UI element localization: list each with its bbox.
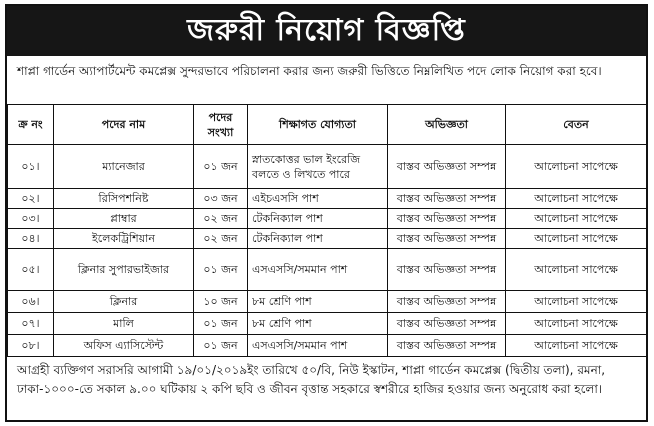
cell-post-count: ১০ জন bbox=[194, 291, 248, 313]
table-row bbox=[8, 249, 647, 291]
cell-education: ৮ম শ্রেণি পাশ bbox=[248, 313, 388, 335]
cell-education: ৮ম শ্রেণি পাশ bbox=[248, 291, 388, 313]
table-header-row bbox=[8, 105, 647, 145]
cell-serial: ০১। bbox=[8, 145, 54, 189]
intro-text: শাপ্লা গার্ডেন অ্যাপার্টমেন্ট কমপ্লেক্স সুন্দরভাবে পরিচালনা করার জন্য জরুরী ভিত্তিতে নিম্নলিখিত পদে লোক নিয়োগ করা হবে। bbox=[17, 64, 602, 78]
cell-post-count: ০২ জন bbox=[194, 229, 248, 249]
cell-post-name: ক্লিনার bbox=[54, 291, 194, 313]
cell-education: টেকনিক্যাল পাশ bbox=[248, 229, 388, 249]
cell-post-count: ০১ জন bbox=[194, 249, 248, 291]
cell-salary: আলোচনা সাপেক্ষে bbox=[506, 249, 647, 291]
cell-post-name: রিসিপশনিষ্ট bbox=[54, 189, 194, 209]
cell-post-count: ০২ জন bbox=[194, 209, 248, 229]
job-advertisement bbox=[5, 4, 648, 422]
cell-experience: বাস্তব অভিজ্ঞতা সম্পন্ন bbox=[388, 313, 506, 335]
table-row bbox=[8, 291, 647, 313]
table-row bbox=[8, 335, 647, 357]
cell-post-name: প্লাম্বার bbox=[54, 209, 194, 229]
cell-education: টেকনিক্যাল পাশ bbox=[248, 209, 388, 229]
cell-post-count: ০৩ জন bbox=[194, 189, 248, 209]
cell-post-name: ক্লিনার সুপারভাইজার bbox=[54, 249, 194, 291]
cell-experience: বাস্তব অভিজ্ঞতা সম্পন্ন bbox=[388, 189, 506, 209]
cell-education: এইচএসসি পাশ bbox=[248, 189, 388, 209]
table-row bbox=[8, 313, 647, 335]
cell-salary: আলোচনা সাপেক্ষে bbox=[506, 145, 647, 189]
header-salary: বেতন bbox=[506, 105, 647, 145]
cell-salary: আলোচনা সাপেক্ষে bbox=[506, 209, 647, 229]
cell-salary: আলোচনা সাপেক্ষে bbox=[506, 291, 647, 313]
cell-serial: ০৩। bbox=[8, 209, 54, 229]
cell-serial: ০৮। bbox=[8, 335, 54, 357]
cell-post-name: মালি bbox=[54, 313, 194, 335]
cell-serial: ০৬। bbox=[8, 291, 54, 313]
headline-banner: জরুরী নিয়োগ বিজ্ঞপ্তি bbox=[7, 6, 646, 56]
table-row bbox=[8, 189, 647, 209]
cell-serial: ০৪। bbox=[8, 229, 54, 249]
cell-experience: বাস্তব অভিজ্ঞতা সম্পন্ন bbox=[388, 209, 506, 229]
cell-serial: ০২। bbox=[8, 189, 54, 209]
cell-post-count: ০১ জন bbox=[194, 313, 248, 335]
cell-salary: আলোচনা সাপেক্ষে bbox=[506, 189, 647, 209]
cell-education: এসএসসি/সমমান পাশ bbox=[248, 249, 388, 291]
cell-experience: বাস্তব অভিজ্ঞতা সম্পন্ন bbox=[388, 229, 506, 249]
cell-salary: আলোচনা সাপেক্ষে bbox=[506, 229, 647, 249]
cell-experience: বাস্তব অভিজ্ঞতা সম্পন্ন bbox=[388, 249, 506, 291]
cell-post-name: অফিস এ্যাসিস্টেন্ট bbox=[54, 335, 194, 357]
cell-education: স্নাতকোত্তর ভাল ইংরেজি বলতে ও লিখতে পারে bbox=[248, 145, 388, 189]
cell-serial: ০৫। bbox=[8, 249, 54, 291]
cell-post-name: ম্যানেজার bbox=[54, 145, 194, 189]
header-education: শিক্ষাগত যোগ্যতা bbox=[248, 105, 388, 145]
cell-post-count: ০১ জন bbox=[194, 145, 248, 189]
application-instructions: আগ্রহী ব্যক্তিগণ সরাসরি আগামী ১৯/০১/২০১৯ইং তারিখে ৫০/বি, নিউ ইস্কাটন, শাপ্লা গার্ডেন কমপ্লেক্স (দ্বিতীয় তলা), রমনা, ঢাকা-১০০০-তে সকাল ৯.০০ ঘটিকায় ২ কপি ছবি ও জীবন বৃত্তান্ত সহকারে স্বশরীরে হাজির হওয়ার জন্য অনুরোধ করা হলো। bbox=[17, 363, 606, 396]
cell-experience: বাস্তব অভিজ্ঞতা সম্পন্ন bbox=[388, 291, 506, 313]
cell-experience: বাস্তব অভিজ্ঞতা সম্পন্ন bbox=[388, 335, 506, 357]
header-post-count: পদের সংখ্যা bbox=[194, 105, 248, 145]
cell-post-name: ইলেকট্রিশিয়ান bbox=[54, 229, 194, 249]
cell-salary: আলোচনা সাপেক্ষে bbox=[506, 335, 647, 357]
cell-salary: আলোচনা সাপেক্ষে bbox=[506, 313, 647, 335]
cell-post-count: ০১ জন bbox=[194, 335, 248, 357]
header-serial: ক্র নং bbox=[8, 105, 54, 145]
table-row bbox=[8, 209, 647, 229]
cell-education: এসএসসি/সমমান পাশ bbox=[248, 335, 388, 357]
cell-serial: ০৭। bbox=[8, 313, 54, 335]
table-row bbox=[8, 229, 647, 249]
cell-experience: বাস্তব অভিজ্ঞতা সম্পন্ন bbox=[388, 145, 506, 189]
table-row bbox=[8, 145, 647, 189]
header-post-name: পদের নাম bbox=[54, 105, 194, 145]
header-experience: অভিজ্ঞতা bbox=[388, 105, 506, 145]
vacancy-table bbox=[7, 104, 647, 357]
